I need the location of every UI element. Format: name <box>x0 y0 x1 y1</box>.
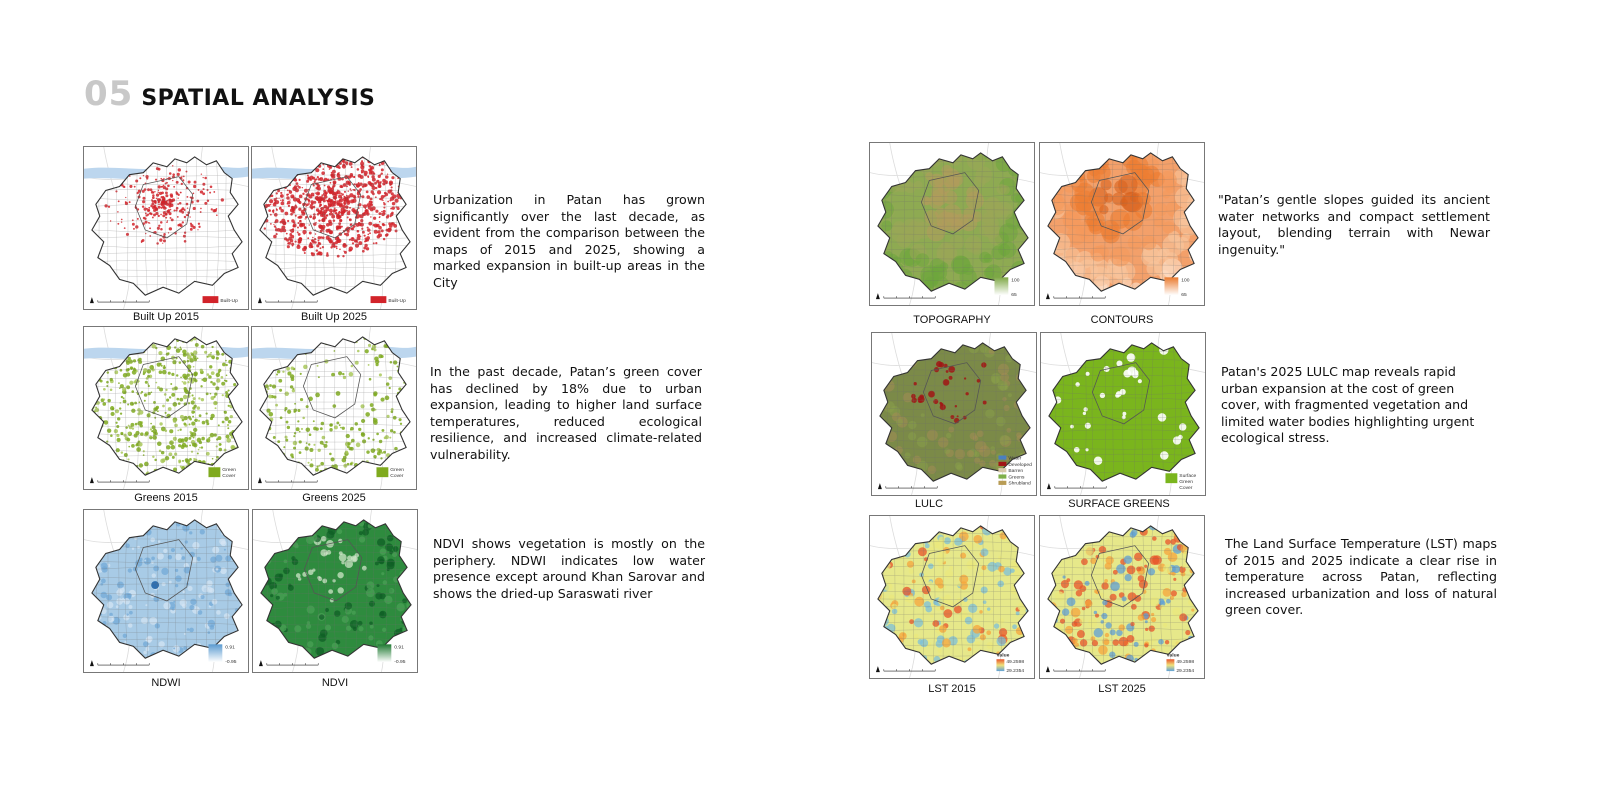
map-caption: Greens 2025 <box>302 492 366 504</box>
map-caption: SURFACE GREENS <box>1068 498 1170 510</box>
built-up-description: Urbanization in Patan has grown significantly over the last decade, as evident from the comparison between the maps of 2015 and 2025, showing a marked expansion in built-up areas in the City <box>433 192 705 290</box>
map-caption: CONTOURS <box>1090 314 1154 326</box>
map-ndvi <box>252 509 418 673</box>
map-caption: LST 2015 <box>928 683 976 695</box>
topography-description: "Patan’s gentle slopes guided its ancient water networks and compact settlement layout, blending terrain with Newar ingenuity." <box>1218 192 1490 257</box>
map-built-up-2025 <box>251 146 417 310</box>
svg-text:Green: Green <box>222 468 237 474</box>
map-caption: Built Up 2015 <box>132 311 200 323</box>
map-caption: Greens 2015 <box>134 492 198 504</box>
ndvi-ndwi-description: NDVI shows vegetation is mostly on the periphery. NDWI indicates low water presence except around Khan Sarovar and shows the dried-up Saraswati river <box>433 536 705 601</box>
svg-text:-0.95: -0.95 <box>225 660 237 666</box>
map-topography <box>869 142 1035 306</box>
map-lst-2015 <box>869 515 1035 679</box>
map-caption: LST 2025 <box>1098 683 1146 695</box>
section-title: SPATIAL ANALYSIS <box>141 86 376 111</box>
svg-text:Cover: Cover <box>390 474 404 480</box>
svg-text:Greens: Greens <box>1008 475 1025 481</box>
svg-text:Cover: Cover <box>222 474 236 480</box>
svg-text:49.2598: 49.2598 <box>1006 660 1025 666</box>
svg-text:Surface: Surface <box>1179 474 1197 480</box>
map-caption: NDWI <box>151 677 181 689</box>
map-caption: NDVI <box>321 677 349 689</box>
svg-text:Value: Value <box>1166 653 1180 659</box>
svg-text:65: 65 <box>1181 293 1187 299</box>
svg-text:100: 100 <box>1181 278 1190 284</box>
svg-text:Developed: Developed <box>1008 462 1032 468</box>
map-ndwi <box>83 509 249 673</box>
svg-text:Barren: Barren <box>1008 469 1024 475</box>
map-lulc <box>871 332 1037 496</box>
svg-text:0.91: 0.91 <box>394 645 404 651</box>
greens-description: In the past decade, Patan’s green cover has declined by 18% due to urban expansion, leading to higher land surface temperatures, reduced ecological resilience, and increased climate-related vulnerability. <box>430 364 702 462</box>
page-header <box>84 74 375 114</box>
svg-text:Built-Up: Built-Up <box>388 299 406 305</box>
svg-text:29.2354: 29.2354 <box>1006 669 1025 675</box>
map-built-up-2015 <box>83 146 249 310</box>
map-caption: TOPOGRAPHY <box>913 314 991 326</box>
map-lst-2025 <box>1039 515 1205 679</box>
section-number: 05 <box>84 74 134 114</box>
map-caption: LULC <box>914 498 944 510</box>
svg-text:Green: Green <box>1179 480 1194 486</box>
map-greens-2025 <box>251 326 417 490</box>
svg-text:49.2598: 49.2598 <box>1176 660 1195 666</box>
svg-text:Cover: Cover <box>1179 486 1193 492</box>
map-caption: Built Up 2025 <box>300 311 368 323</box>
svg-text:65: 65 <box>1011 293 1017 299</box>
svg-text:29.2354: 29.2354 <box>1176 669 1195 675</box>
lulc-description: Patan's 2025 LULC map reveals rapid urban expansion at the cost of green cover, with fragmented vegetation and limited water bodies highlighting urgent ecological stress. <box>1221 364 1475 446</box>
svg-text:Shrubland: Shrubland <box>1008 481 1031 487</box>
svg-text:Green: Green <box>390 468 405 474</box>
svg-text:0.91: 0.91 <box>225 645 235 651</box>
svg-text:-0.95: -0.95 <box>394 660 406 666</box>
svg-text:Value: Value <box>996 653 1010 659</box>
map-surface-greens <box>1040 332 1206 496</box>
map-greens-2015 <box>83 326 249 490</box>
svg-text:Built-Up: Built-Up <box>220 299 238 305</box>
svg-text:100: 100 <box>1011 278 1020 284</box>
svg-text:Water: Water <box>1008 456 1022 462</box>
lst-description: The Land Surface Temperature (LST) maps of 2015 and 2025 indicate a clear rise in temperature across Patan, reflecting increased urbanization and loss of natural green cover. <box>1225 536 1497 618</box>
map-contours <box>1039 142 1205 306</box>
